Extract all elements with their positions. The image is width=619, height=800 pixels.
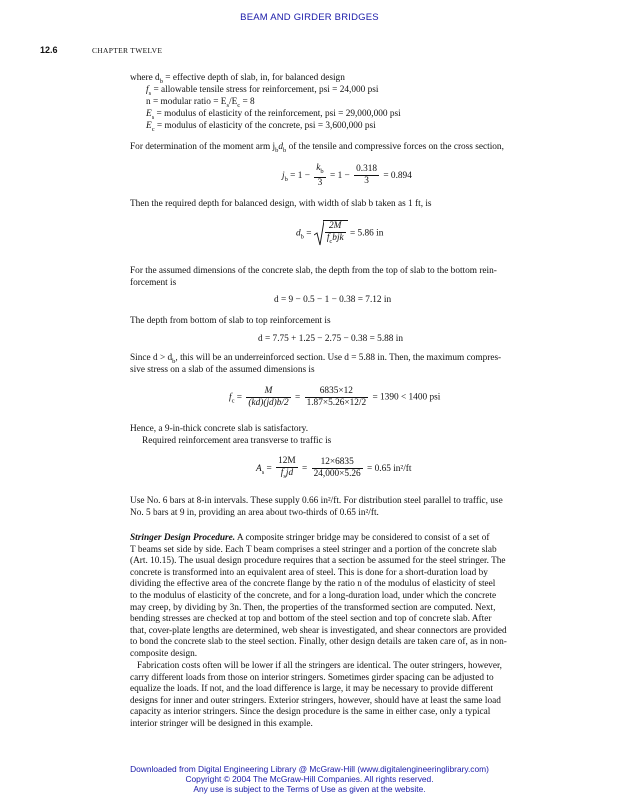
equation-db: $d_b$ = $\frac{2M}{f_cbjk}$ = 5.86 in — [296, 221, 384, 245]
def-n: n = modular ratio = $E_s/E_c = 8$ — [146, 97, 255, 109]
para-since-2: sive stress on a slab of the assumed dimensions is — [130, 365, 315, 375]
stringer-line: bending stresses are checked at top and bottom of the steel section and top of concrete slab. After — [130, 614, 492, 625]
stringer-line: that, cover-plate lengths are determined, web shear is investigated, and shear connectors are provided — [130, 625, 507, 636]
footer-download-link[interactable]: Downloaded from Digital Engineering Library @ McGraw-Hill (www.digitalengineeringlibrary.com) — [130, 764, 489, 774]
stringer-line: composite design. — [130, 648, 198, 659]
para-hence: Hence, a 9-in-thick concrete slab is satisfactory. — [130, 424, 309, 434]
equation-as: $A_s$ = $\frac{12M}{f_sjd}$ = $\frac{12\times 6835}{24,000\times 5.26}$ = 0.65 in²/ft — [256, 456, 412, 480]
para-use-2: No. 5 bars at 9 in, providing an area about two-thirds of 0.65 in²/ft. — [130, 508, 379, 518]
equation-fc: $f_c$ = $\frac{M}{(kd)(jd)b/2}$ = $\frac{6835\times 12}{1.87\times 5.26\times 12/2}$ = 1390 < 1400 psi — [229, 386, 441, 408]
stringer-line: T beams set side by side. Each T beam comprises a steel stringer and a portion of the concrete slab — [130, 544, 497, 555]
footer-copyright: Copyright © 2004 The McGraw-Hill Companies. All rights reserved. — [185, 774, 434, 784]
stringer-line: dividing the effective area of the concrete flange by the ratio n of the modulus of elasticity of steel — [130, 579, 496, 590]
stringer-line-0: Stringer Design Procedure. A composite stringer bridge may be considered to consist of a set of — [130, 533, 490, 543]
fabrication-line: designs for inner and outer stringers. Exterior stringers, however, should have at least the same load — [130, 695, 501, 706]
fabrication-line: carry different loads from those on interior stringers. Sometimes girder spacing can be adjusted to — [130, 672, 494, 683]
def-ec: $E_c$ = modulus of elasticity of the concrete, psi = 3,600,000 psi — [146, 121, 376, 133]
def-fs: $f_s$ = allowable tensile stress for reinforcement, psi = 24,000 psi — [146, 85, 379, 97]
para-required-depth: Then the required depth for balanced design, with width of slab b taken as 1 ft, is — [130, 199, 432, 209]
equation-j: $j_b = 1$ − $\frac{k_b}{3}$ = 1 − $\frac{0.318}{3}$ = 0.894 — [282, 163, 412, 188]
def-es: $E_s$ = modulus of elasticity of the reinforcement, psi = 29,000,000 psi — [146, 109, 401, 121]
stringer-paragraph — [130, 533, 560, 661]
para-assumed: For the assumed dimensions of the concrete slab, the depth from the top of slab to the bottom rein- — [130, 266, 497, 276]
fabrication-paragraph — [130, 661, 560, 731]
fabrication-line: capacity as interior stringers. Since the design procedure is the same in either case, only a typical — [130, 707, 491, 718]
para-since: Since $d > d_b$, this will be an underreinforced section. Use d = 5.88 in. Then, the maximum compres- — [130, 353, 502, 365]
equation-d1: d = 9 − 0.5 − 1 − 0.38 = 7.12 in — [274, 295, 392, 305]
stringer-line: may creep, by dividing by 3n. Then, the properties of the transformed section are computed. Next, — [130, 602, 496, 613]
stringer-title: Stringer Design Procedure. — [130, 533, 236, 543]
para-depth: The depth from bottom of slab to top reinforcement is — [130, 316, 331, 326]
stringer-line: to the modulus of elasticity of the concrete, and for a long-duration load, under which the concrete — [130, 590, 497, 601]
page-number: 12.6 — [40, 45, 58, 55]
para-required-area: Required reinforcement area transverse to traffic is — [142, 436, 332, 446]
fabrication-line: equalize the loads. If not, and the load difference is large, it may be necessary to provide different — [130, 684, 493, 695]
def-db: where $d_b$ = effective depth of slab, in, for balanced design — [130, 73, 345, 85]
stringer-line: to bond the concrete slab to the steel section. Finally, other design details are taken care of, as in non- — [130, 637, 507, 648]
chapter-label: CHAPTER TWELVE — [92, 46, 163, 55]
para-assumed-2: forcement is — [130, 278, 177, 288]
fabrication-line: Fabrication costs often will be lower if all the stringers are identical. The outer stringers, however, — [130, 661, 502, 671]
stringer-line: (Art. 10.15). The usual design procedure requires that a section be assumed for the steel stringer. The — [130, 556, 506, 567]
fabrication-line: interior stringer will be designed in this example. — [130, 718, 313, 729]
running-header: BEAM AND GIRDER BRIDGES — [240, 12, 379, 23]
para-use: Use No. 6 bars at 8-in intervals. These supply 0.66 in²/ft. For distribution steel parallel to traffic, use — [130, 496, 503, 506]
stringer-line: concrete is transformed into an equivalent area of steel. This is done for a short-duration load by — [130, 567, 488, 578]
para-moment-arm: For determination of the moment arm $j_bd_b$ of the tensile and compressive forces on the cross section, — [130, 142, 504, 154]
footer-terms[interactable]: Any use is subject to the Terms of Use as given at the website. — [193, 784, 426, 794]
equation-d2: d = 7.75 + 1.25 − 2.75 − 0.38 = 5.88 in — [258, 334, 404, 344]
